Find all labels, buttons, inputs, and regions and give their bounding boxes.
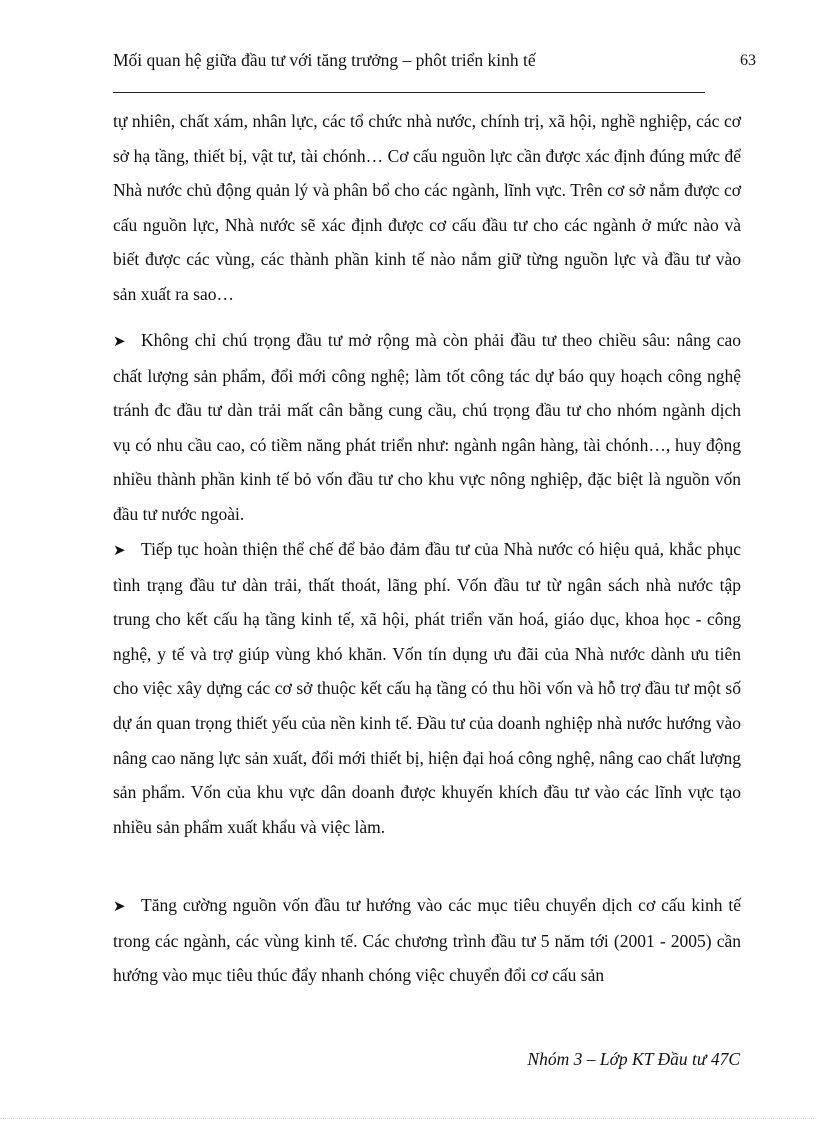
bullet-text: Tăng cường nguồn vốn đầu tư hướng vào các mục tiêu chuyển dịch cơ cấu kinh tế trong các ngành, các vùng kinh tế. Các chương trình đầu tư 5 năm tới (2001 - 2005) cần hướng vào mục tiêu thúc đẩy nhanh chóng việc chuyển đổi cơ cấu sản (113, 895, 741, 986)
intro-paragraph: tự nhiên, chất xám, nhân lực, các tổ chức nhà nước, chính trị, xã hội, nghề nghiệp, các cơ sở hạ tầng, thiết bị, vật tư, tài chónh… Cơ cấu nguồn lực cần được xác định đúng mức để Nhà nước chủ động quản lý và phân bổ cho các ngành, lĩnh vực. Trên cơ sở nắm được cơ cấu nguồn lực, Nhà nước sẽ xác định được cơ cấu đầu tư cho các ngành ở mức nào và biết được các vùng, các thành phần kinh tế nào nắm giữ từng nguồn lực và đầu tư vào sản xuất ra sao… (113, 111, 741, 304)
bullet-paragraph-3 (113, 888, 741, 993)
bullet-paragraph-2 (113, 532, 741, 844)
bullet-paragraph-1 (113, 323, 741, 532)
arrowhead-bullet-icon: ➤ (113, 332, 126, 350)
page-header (113, 50, 703, 76)
page-footer: Nhóm 3 – Lớp KT Đầu tư 47C (527, 1049, 740, 1069)
arrowhead-bullet-icon: ➤ (113, 541, 126, 559)
page-bottom-border (0, 1118, 816, 1119)
arrowhead-bullet-icon: ➤ (113, 897, 126, 915)
header-title: Mối quan hệ giữa đầu tư với tăng trưởng – phôt triển kinh tế (113, 50, 536, 70)
bullet-text: Không chỉ chú trọng đầu tư mở rộng mà còn phải đầu tư theo chiều sâu: nâng cao chất lượng sản phẩm, đổi mới công nghệ; làm tốt công tác dự báo quy hoạch công nghệ tránh đc đầu tư dàn trải mất cân bằng cung cầu, chú trọng đầu tư cho nhóm ngành dịch vụ có nhu cầu cao, có tiềm năng phát triển như: ngành ngân hàng, tài chónh…, huy động nhiều thành phần kinh tế bỏ vốn đầu tư cho khu vực nông nghiệp, đặc biệt là nguồn vốn đầu tư nước ngoài. (113, 330, 741, 524)
header-divider (113, 92, 705, 93)
bullet-text: Tiếp tục hoàn thiện thể chế để bảo đảm đầu tư của Nhà nước có hiệu quả, khắc phục tình trạng đầu tư dàn trải, thất thoát, lãng phí. Vốn đầu tư từ ngân sách nhà nước tập trung cho kết cấu hạ tầng kinh tế, xã hội, phát triển văn hoá, giáo dục, khoa học - công nghệ, y tế và trợ giúp vùng khó khăn. Vốn tín dụng ưu đãi của Nhà nước dành ưu tiên cho việc xây dựng các cơ sở thuộc kết cấu hạ tầng có thu hồi vốn và hỗ trợ đầu tư một số dự án quan trọng thiết yếu của nền kinh tế. Đầu tư của doanh nghiệp nhà nước hướng vào nâng cao năng lực sản xuất, đổi mới thiết bị, hiện đại hoá công nghệ, nâng cao chất lượng sản phẩm. Vốn của khu vực dân doanh được khuyến khích đầu tư vào các lĩnh vực tạo nhiều sản phẩm xuất khẩu và việc làm. (113, 539, 741, 837)
page-number: 63 (740, 52, 756, 69)
